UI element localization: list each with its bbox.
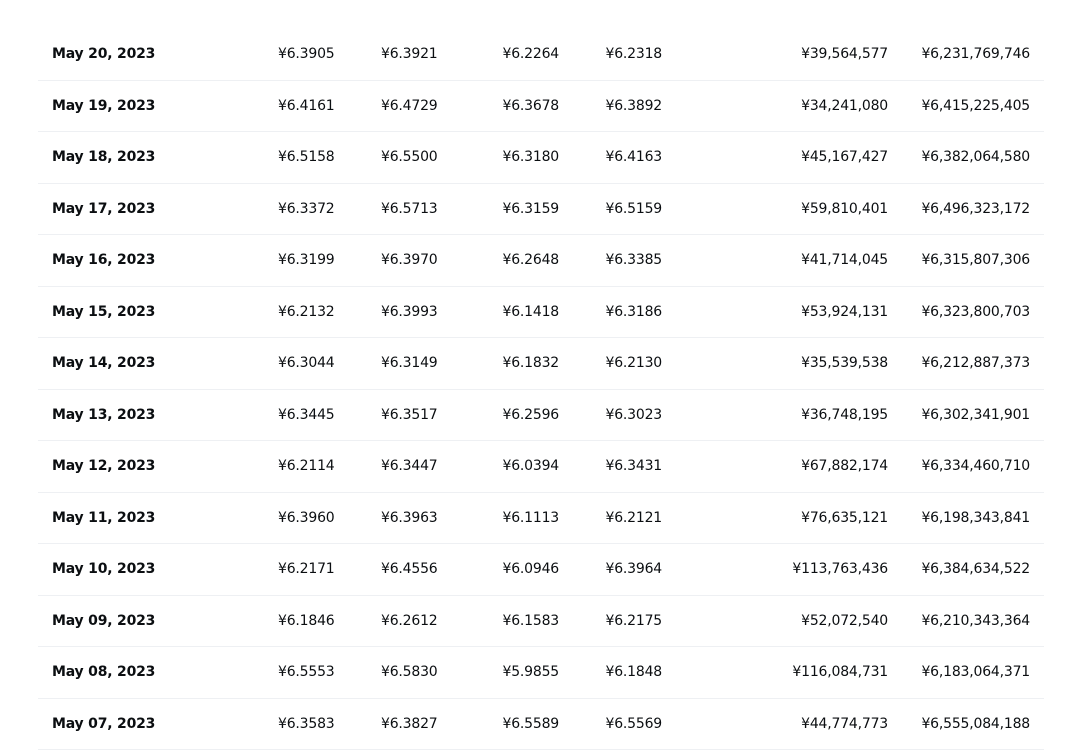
open-price-cell: ¥6.5553 [278, 647, 335, 698]
close-price-cell: ¥6.3964 [606, 544, 663, 595]
table-row [38, 441, 1044, 493]
table-row [38, 493, 1044, 545]
high-price-cell: ¥6.2612 [381, 596, 438, 647]
volume-cell: ¥59,810,401 [801, 184, 888, 235]
date-cell: May 09, 2023 [52, 596, 155, 647]
close-price-cell: ¥6.3186 [606, 287, 663, 338]
close-price-cell: ¥6.3385 [606, 235, 663, 286]
market-cap-cell: ¥6,210,343,364 [921, 596, 1030, 647]
market-cap-cell: ¥6,315,807,306 [921, 235, 1030, 286]
volume-cell: ¥35,539,538 [801, 338, 888, 389]
volume-cell: ¥116,084,731 [792, 647, 888, 698]
open-price-cell: ¥6.3583 [278, 699, 335, 750]
high-price-cell: ¥6.3963 [381, 493, 438, 544]
low-price-cell: ¥6.3180 [503, 132, 560, 183]
date-cell: May 14, 2023 [52, 338, 155, 389]
close-price-cell: ¥6.4163 [606, 132, 663, 183]
date-cell: May 16, 2023 [52, 235, 155, 286]
open-price-cell: ¥6.3372 [278, 184, 335, 235]
market-cap-cell: ¥6,323,800,703 [921, 287, 1030, 338]
close-price-cell: ¥6.1848 [606, 647, 663, 698]
date-cell: May 15, 2023 [52, 287, 155, 338]
table-row [38, 235, 1044, 287]
table-row [38, 647, 1044, 699]
table-row [38, 132, 1044, 184]
open-price-cell: ¥6.5158 [278, 132, 335, 183]
volume-cell: ¥41,714,045 [801, 235, 888, 286]
low-price-cell: ¥5.9855 [503, 647, 560, 698]
open-price-cell: ¥6.2171 [278, 544, 335, 595]
open-price-cell: ¥6.3445 [278, 390, 335, 441]
low-price-cell: ¥6.2596 [503, 390, 560, 441]
date-cell: May 11, 2023 [52, 493, 155, 544]
volume-cell: ¥52,072,540 [801, 596, 888, 647]
date-cell: May 10, 2023 [52, 544, 155, 595]
date-cell: May 19, 2023 [52, 81, 155, 132]
date-cell: May 08, 2023 [52, 647, 155, 698]
high-price-cell: ¥6.3970 [381, 235, 438, 286]
open-price-cell: ¥6.3044 [278, 338, 335, 389]
low-price-cell: ¥6.1583 [503, 596, 560, 647]
date-cell: May 17, 2023 [52, 184, 155, 235]
low-price-cell: ¥6.3678 [503, 81, 560, 132]
volume-cell: ¥53,924,131 [801, 287, 888, 338]
close-price-cell: ¥6.2121 [606, 493, 663, 544]
low-price-cell: ¥6.1832 [503, 338, 560, 389]
table-row [38, 390, 1044, 442]
open-price-cell: ¥6.1846 [278, 596, 335, 647]
open-price-cell: ¥6.3905 [278, 29, 335, 80]
table-row [38, 596, 1044, 648]
high-price-cell: ¥6.3447 [381, 441, 438, 492]
volume-cell: ¥45,167,427 [801, 132, 888, 183]
historical-data-table [38, 29, 1044, 750]
table-row [38, 544, 1044, 596]
volume-cell: ¥39,564,577 [801, 29, 888, 80]
volume-cell: ¥34,241,080 [801, 81, 888, 132]
table-row [38, 338, 1044, 390]
market-cap-cell: ¥6,555,084,188 [921, 699, 1030, 750]
date-cell: May 12, 2023 [52, 441, 155, 492]
close-price-cell: ¥6.2318 [606, 29, 663, 80]
table-row [38, 287, 1044, 339]
volume-cell: ¥67,882,174 [801, 441, 888, 492]
high-price-cell: ¥6.3921 [381, 29, 438, 80]
close-price-cell: ¥6.3431 [606, 441, 663, 492]
open-price-cell: ¥6.3960 [278, 493, 335, 544]
table-row [38, 81, 1044, 133]
close-price-cell: ¥6.3892 [606, 81, 663, 132]
table-row [38, 184, 1044, 236]
market-cap-cell: ¥6,384,634,522 [921, 544, 1030, 595]
low-price-cell: ¥6.1418 [503, 287, 560, 338]
high-price-cell: ¥6.5830 [381, 647, 438, 698]
market-cap-cell: ¥6,212,887,373 [921, 338, 1030, 389]
low-price-cell: ¥6.0946 [503, 544, 560, 595]
market-cap-cell: ¥6,496,323,172 [921, 184, 1030, 235]
open-price-cell: ¥6.2114 [278, 441, 335, 492]
high-price-cell: ¥6.3993 [381, 287, 438, 338]
market-cap-cell: ¥6,334,460,710 [921, 441, 1030, 492]
low-price-cell: ¥6.0394 [503, 441, 560, 492]
high-price-cell: ¥6.5500 [381, 132, 438, 183]
high-price-cell: ¥6.3517 [381, 390, 438, 441]
table-row [38, 699, 1044, 750]
date-cell: May 18, 2023 [52, 132, 155, 183]
open-price-cell: ¥6.3199 [278, 235, 335, 286]
date-cell: May 13, 2023 [52, 390, 155, 441]
low-price-cell: ¥6.3159 [503, 184, 560, 235]
high-price-cell: ¥6.4729 [381, 81, 438, 132]
close-price-cell: ¥6.2175 [606, 596, 663, 647]
volume-cell: ¥36,748,195 [801, 390, 888, 441]
market-cap-cell: ¥6,183,064,371 [921, 647, 1030, 698]
close-price-cell: ¥6.5159 [606, 184, 663, 235]
volume-cell: ¥76,635,121 [801, 493, 888, 544]
low-price-cell: ¥6.2648 [503, 235, 560, 286]
market-cap-cell: ¥6,382,064,580 [921, 132, 1030, 183]
high-price-cell: ¥6.3827 [381, 699, 438, 750]
low-price-cell: ¥6.5589 [503, 699, 560, 750]
date-cell: May 07, 2023 [52, 699, 155, 750]
close-price-cell: ¥6.3023 [606, 390, 663, 441]
open-price-cell: ¥6.4161 [278, 81, 335, 132]
market-cap-cell: ¥6,302,341,901 [921, 390, 1030, 441]
table-body [38, 29, 1044, 750]
volume-cell: ¥113,763,436 [792, 544, 888, 595]
date-cell: May 20, 2023 [52, 29, 155, 80]
open-price-cell: ¥6.2132 [278, 287, 335, 338]
high-price-cell: ¥6.3149 [381, 338, 438, 389]
close-price-cell: ¥6.5569 [606, 699, 663, 750]
table-row [38, 29, 1044, 81]
close-price-cell: ¥6.2130 [606, 338, 663, 389]
volume-cell: ¥44,774,773 [801, 699, 888, 750]
high-price-cell: ¥6.4556 [381, 544, 438, 595]
market-cap-cell: ¥6,198,343,841 [921, 493, 1030, 544]
low-price-cell: ¥6.1113 [503, 493, 560, 544]
low-price-cell: ¥6.2264 [503, 29, 560, 80]
market-cap-cell: ¥6,231,769,746 [921, 29, 1030, 80]
high-price-cell: ¥6.5713 [381, 184, 438, 235]
market-cap-cell: ¥6,415,225,405 [921, 81, 1030, 132]
